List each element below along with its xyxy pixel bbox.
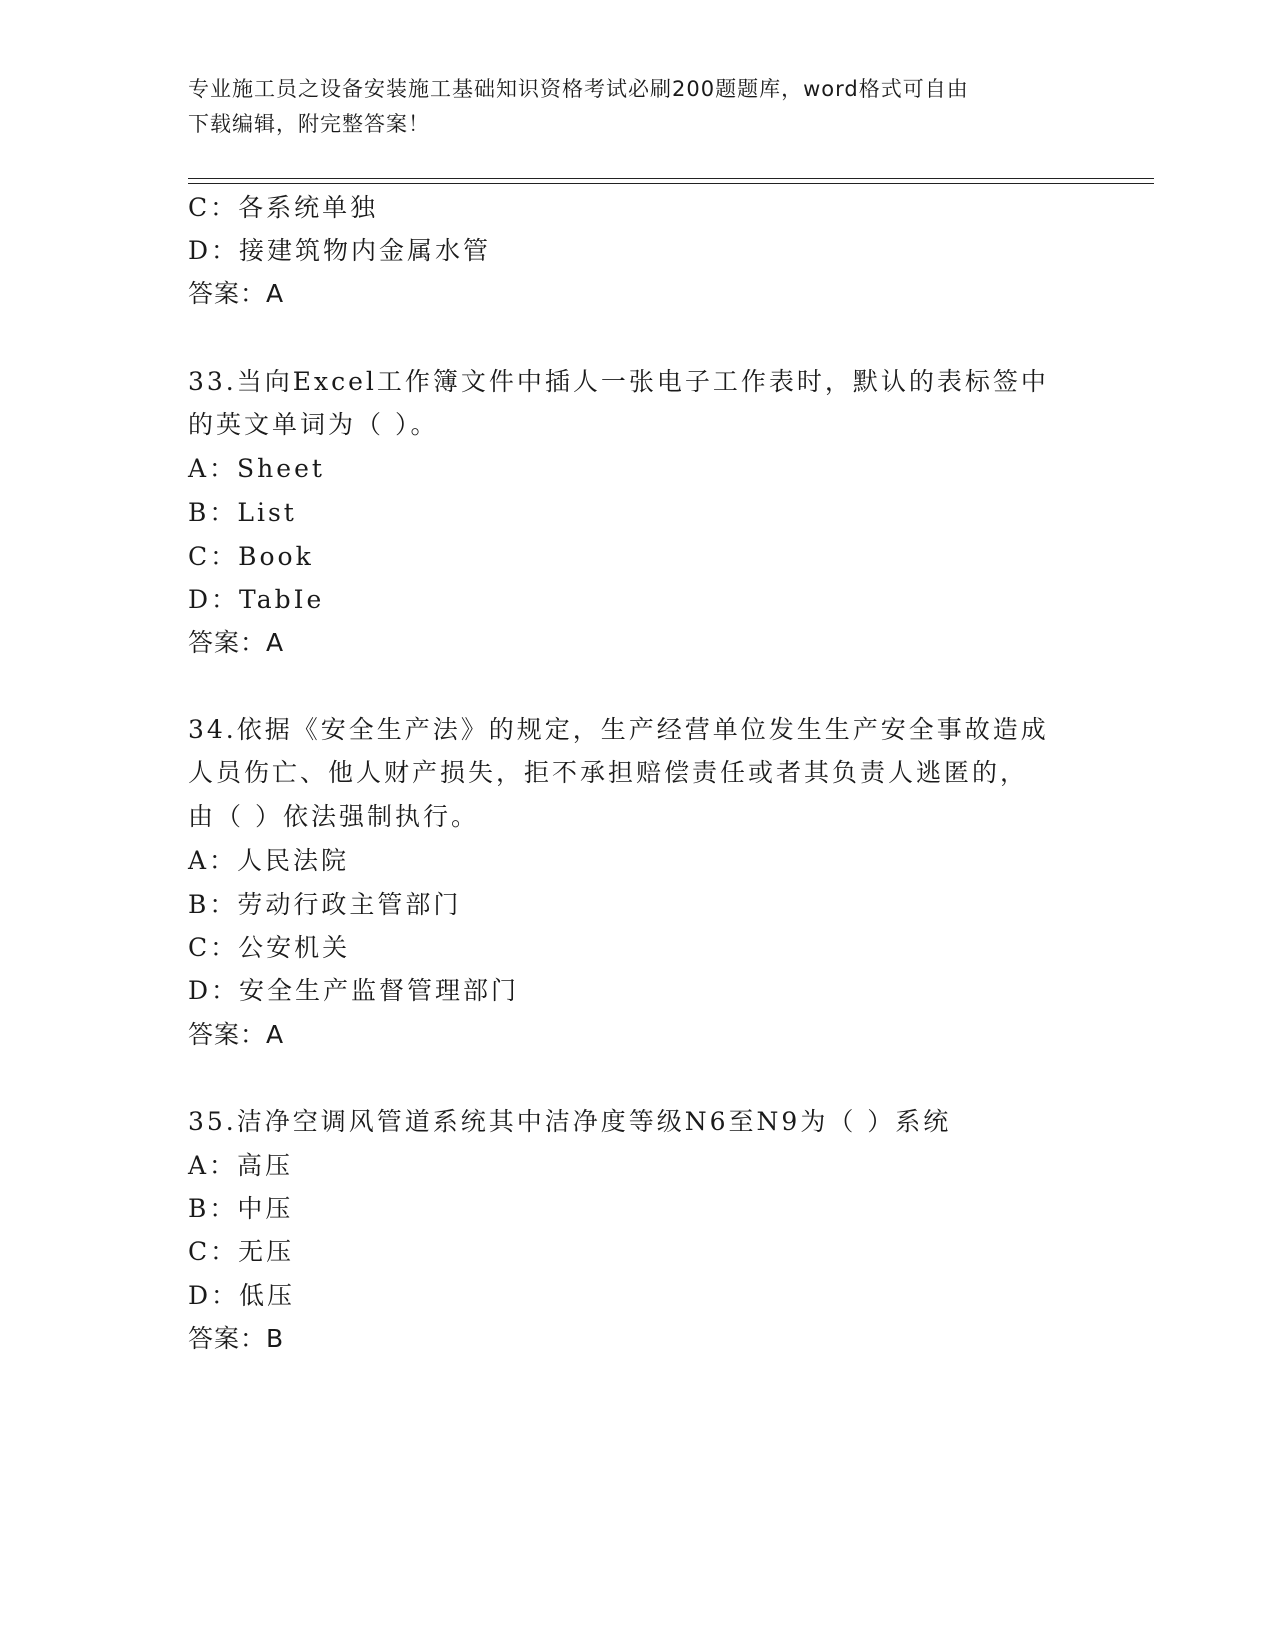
q33-answer: 答案：A (188, 628, 285, 657)
q35-option-a: A：高压 (188, 1151, 294, 1180)
q35-answer: 答案：B (188, 1324, 285, 1353)
q34-option-a: A：人民法院 (188, 846, 350, 875)
header-line-2: 下载编辑，附完整答案！ (188, 112, 430, 136)
q34-option-b: B：劳动行政主管部门 (188, 890, 462, 919)
header-divider-bottom (188, 183, 1154, 184)
document-header (188, 72, 1078, 142)
q34-text-line-3: 由（ ）依法强制执行。 (188, 802, 479, 831)
header-divider-top (188, 178, 1154, 179)
q35-option-c: C：无压 (188, 1237, 295, 1266)
q34-option-c: C：公安机关 (188, 933, 351, 962)
header-line-1: 专业施工员之设备安装施工基础知识资格考试必刷200题题库，word格式可自由 (188, 77, 969, 101)
q33-text-line-1: 33.当向Excel工作簿文件中插人一张电子工作表时，默认的表标签中 (188, 367, 1049, 396)
q34-text-line-2: 人员伤亡、他人财产损失，拒不承担赔偿责任或者其负责人逃匿的， (188, 758, 1029, 787)
q33-option-c: C：Book (188, 542, 314, 571)
prev-option-d: D：接建筑物内金属水管 (188, 236, 492, 265)
prev-answer: 答案：A (188, 279, 285, 308)
q35-option-b: B：中压 (188, 1194, 294, 1223)
q34-text-line-1: 34.依据《安全生产法》的规定，生产经营单位发生生产安全事故造成 (188, 715, 1049, 744)
q33-text-line-2: 的英文单词为（ ）。 (188, 410, 439, 439)
q35-text-line-1: 35.洁净空调风管道系统其中洁净度等级N6至N9为（ ）系统 (188, 1107, 952, 1136)
q33-option-b: B：List (188, 498, 297, 527)
prev-option-c: C：各系统单独 (188, 193, 379, 222)
q34-option-d: D：安全生产监督管理部门 (188, 976, 520, 1005)
q33-option-d: D：TabIe (188, 585, 325, 614)
q33-option-a: A：Sheet (188, 454, 325, 483)
q35-option-d: D：低压 (188, 1281, 296, 1310)
q34-answer: 答案：A (188, 1020, 285, 1049)
